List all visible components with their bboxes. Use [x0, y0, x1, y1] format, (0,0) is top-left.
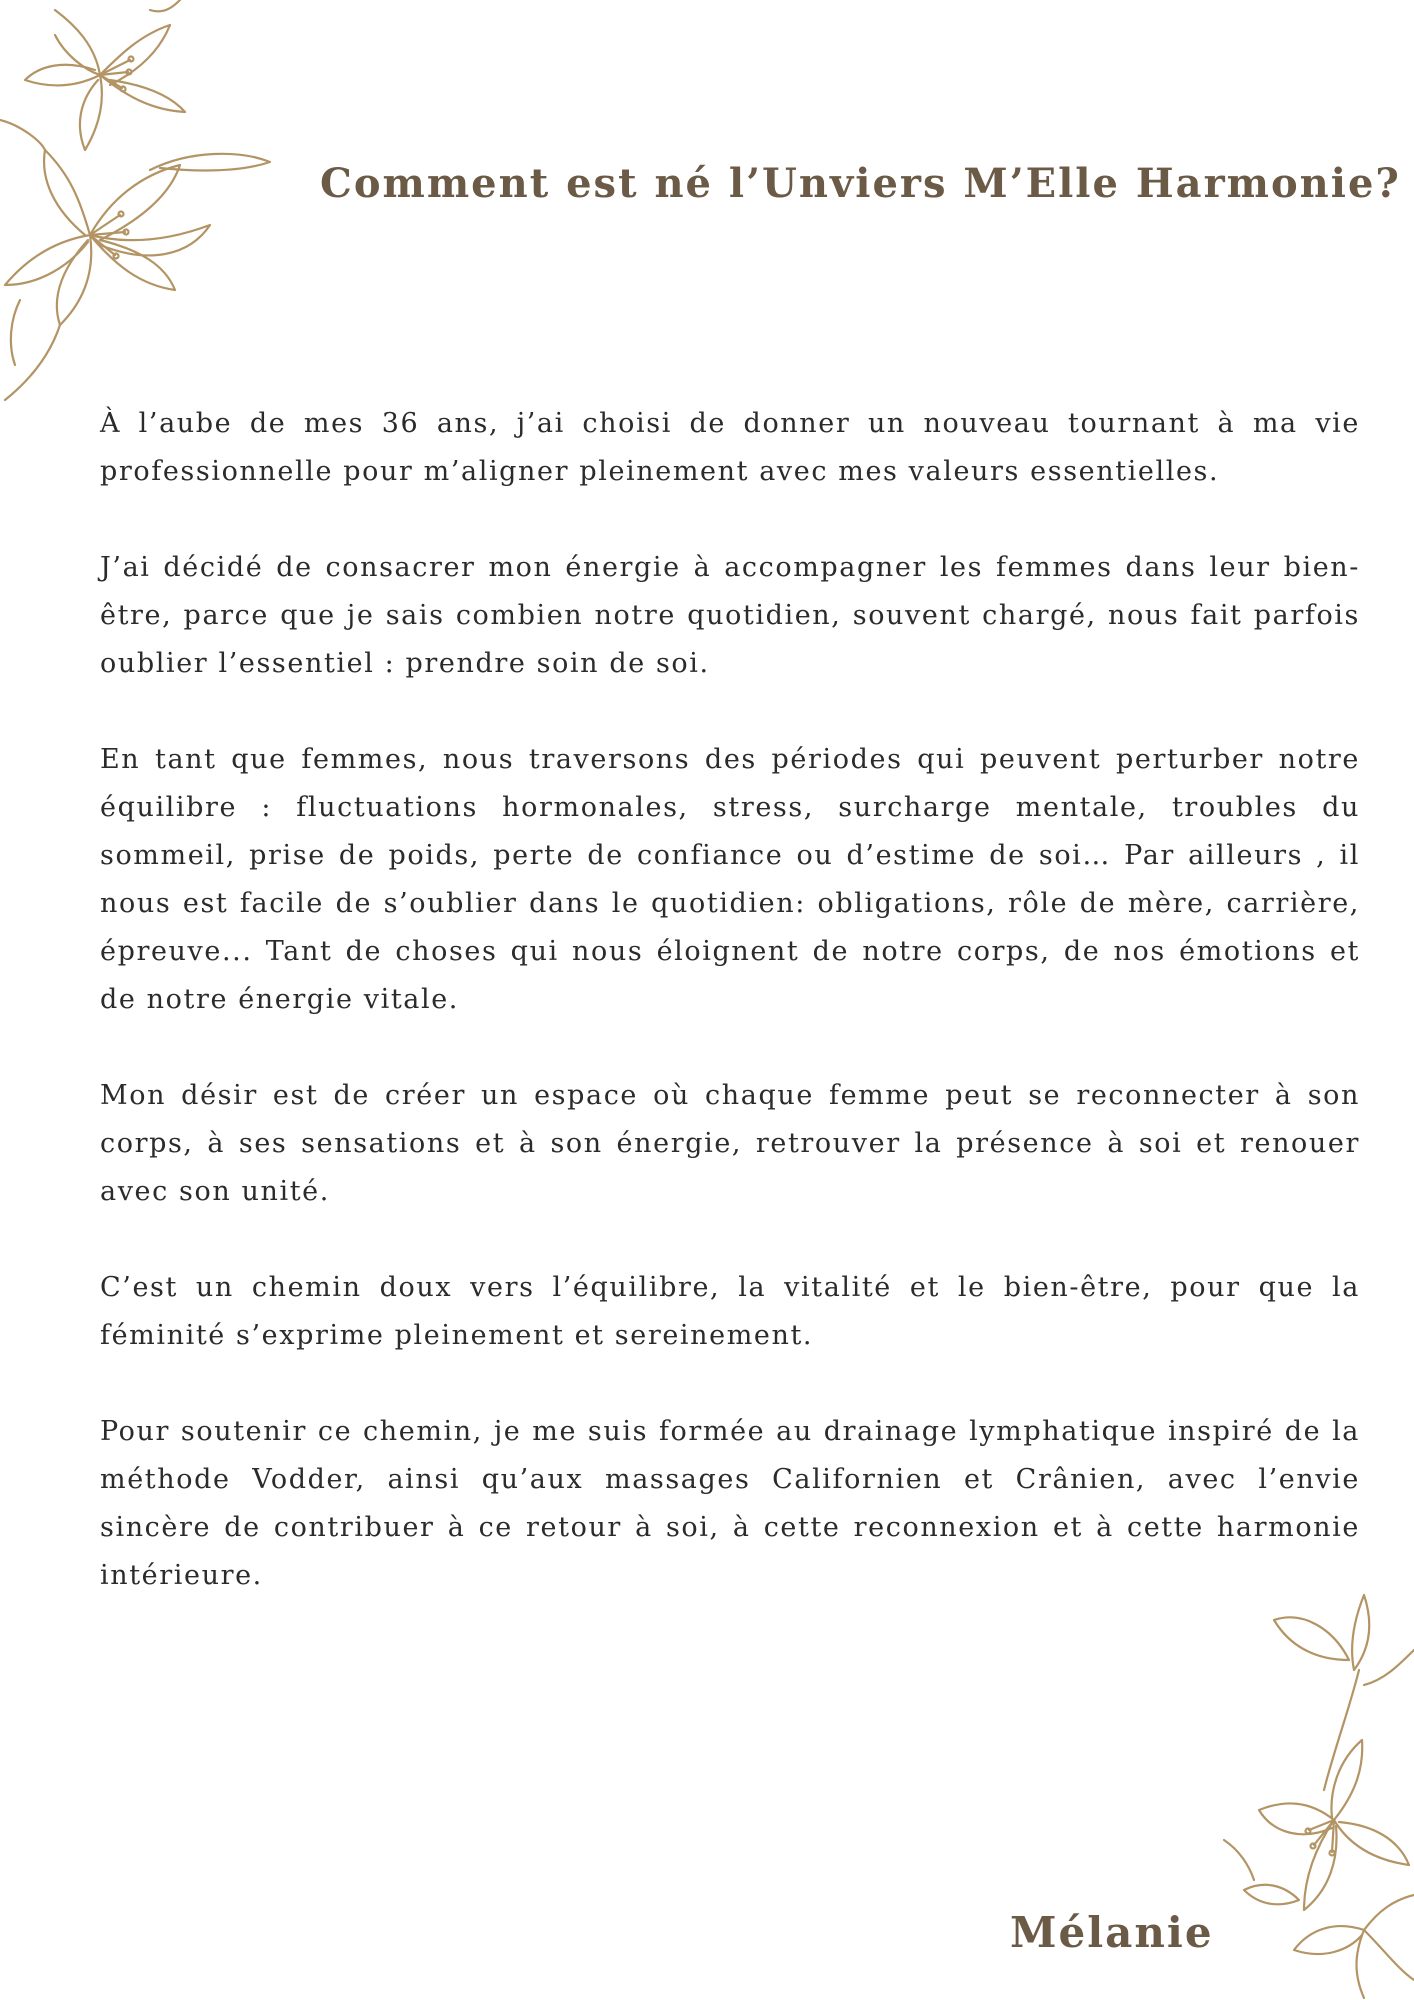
paragraph: J’ai décidé de consacrer mon énergie à accompagner les femmes dans leur bien-être, parce que je sais combien notre quotidien, souvent chargé, nous fait parfois oublier l’essentiel : prendre soin de soi.: [100, 552, 1360, 679]
paragraph: Pour soutenir ce chemin, je me suis formée au drainage lymphatique inspiré de la méthode Vodder, ainsi qu’aux massages Californien et Crânien, avec l’envie sincère de contribuer à ce retour à soi, à cette reconnexion et à cette harmonie intérieure.: [100, 1416, 1360, 1591]
paragraph: En tant que femmes, nous traversons des périodes qui peuvent perturber notre équilibre : fluctuations hormonales, stress, surcharge mentale, troubles du sommeil, prise de poids, perte de confiance ou d’estime de soi… Par ailleurs , il nous est facile de s’oublier dans le quotidien: obligations, rôle de mère, carrière, épreuve... Tant de choses qui nous éloignent de notre corps, de nos émotions et de notre énergie vitale.: [100, 744, 1360, 1015]
paragraph: C’est un chemin doux vers l’équilibre, la vitalité et le bien-être, pour que la féminité s’exprime pleinement et sereinement.: [100, 1272, 1360, 1351]
paragraph: À l’aube de mes 36 ans, j’ai choisi de donner un nouveau tournant à ma vie professionnelle pour m’aligner pleinement avec mes valeurs essentielles.: [100, 408, 1360, 487]
paragraph: Mon désir est de créer un espace où chaque femme peut se reconnecter à son corps, à ses sensations et à son énergie, retrouver la présence à soi et renouer avec son unité.: [100, 1080, 1360, 1207]
floral-top-left-icon: [0, 0, 280, 410]
floral-bottom-right-icon: [1214, 1590, 1414, 2000]
signature: Mélanie: [1010, 1908, 1214, 1957]
page-title: Comment est né l’Unviers M’Elle Harmonie?: [320, 160, 1401, 207]
body-text: [100, 400, 1360, 1648]
